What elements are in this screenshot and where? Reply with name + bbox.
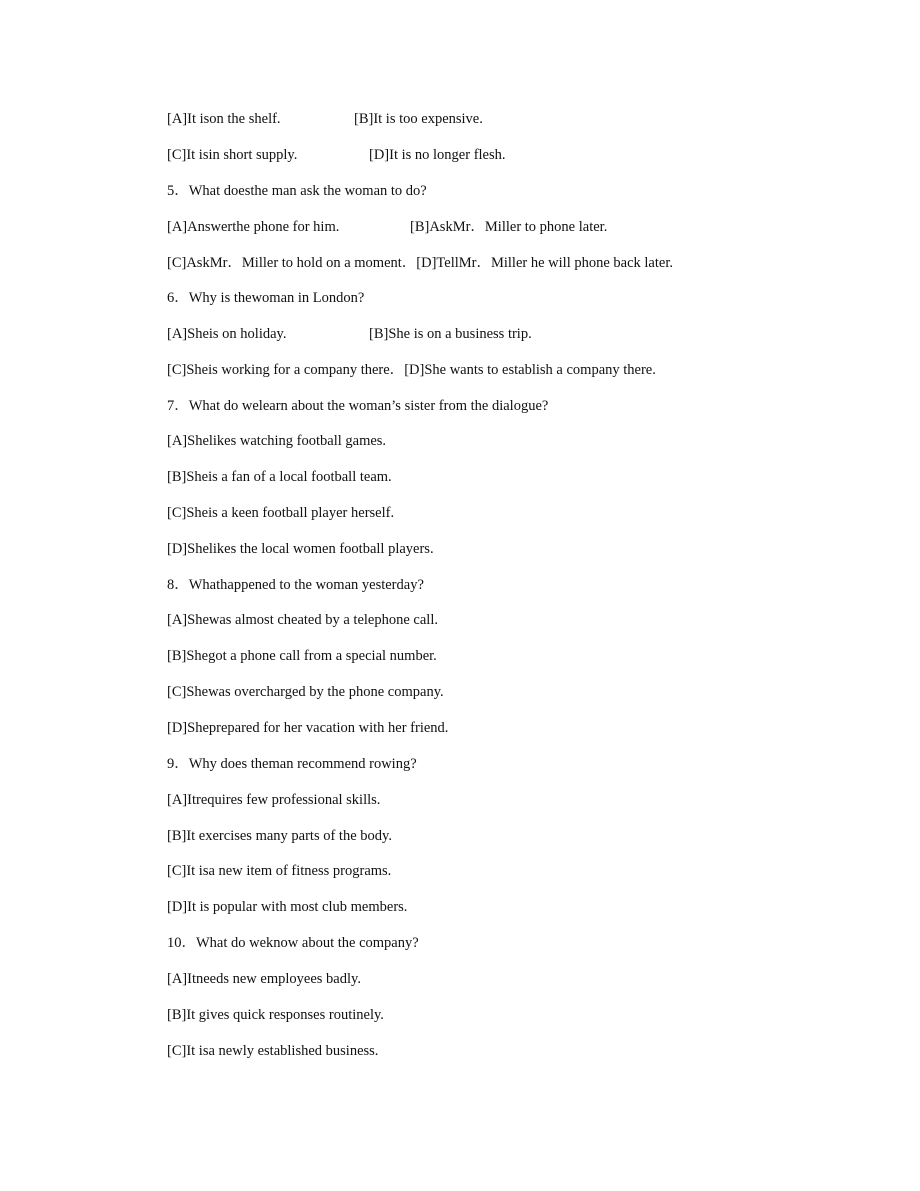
q10-option-c: [C]It isa newly established business.	[167, 1043, 379, 1059]
q6-question: 6．Why is thewoman in London?	[167, 290, 365, 306]
q8-option-c: [C]Shewas overcharged by the phone company.	[167, 684, 444, 700]
q7-option-a: [A]Shelikes watching football games.	[167, 433, 387, 449]
q6-option-c: [C]Sheis working for a company there．	[167, 362, 405, 378]
q6-options-row-2	[167, 359, 656, 381]
q9-option-c: [C]It isa new item of fitness programs.	[167, 863, 392, 879]
q5-option-c: [C]AskMr．Miller to hold on a moment．	[167, 255, 417, 271]
q6-option-d: [D]She wants to establish a company there.	[404, 362, 656, 378]
q5-question: 5．What doesthe man ask the woman to do?	[167, 183, 427, 199]
q4-options-row-1	[167, 108, 483, 130]
q6-option-a: [A]Sheis on holiday.	[167, 326, 287, 342]
q10-option-b: [B]It gives quick responses routinely.	[167, 1007, 384, 1023]
q4-option-c: [C]It isin short supply.	[167, 147, 298, 163]
q8-option-d: [D]Sheprepared for her vacation with her friend.	[167, 720, 449, 736]
q7-option-b: [B]Sheis a fan of a local football team.	[167, 469, 392, 485]
q7-option-d: [D]Shelikes the local women football players.	[167, 541, 434, 557]
q7-option-c: [C]Sheis a keen football player herself.	[167, 505, 395, 521]
q4-option-a: [A]It ison the shelf.	[167, 111, 281, 127]
q5-options-row-2	[167, 252, 673, 274]
q9-question: 9．Why does theman recommend rowing?	[167, 756, 417, 772]
q10-question: 10．What do weknow about the company?	[167, 935, 419, 951]
q4-option-d: [D]It is no longer flesh.	[369, 147, 506, 163]
q10-option-a: [A]Itneeds new employees badly.	[167, 971, 361, 987]
q9-option-b: [B]It exercises many parts of the body.	[167, 828, 392, 844]
q4-options-row-2	[167, 144, 506, 166]
q5-options-row-1	[167, 216, 608, 238]
q6-option-b: [B]She is on a business trip.	[369, 326, 532, 342]
q5-option-a: [A]Answerthe phone for him.	[167, 219, 340, 235]
q8-option-b: [B]Shegot a phone call from a special number.	[167, 648, 437, 664]
q5-option-d: [D]TellMr．Miller he will phone back later.	[416, 255, 673, 271]
q4-option-b: [B]It is too expensive.	[354, 111, 483, 127]
q9-option-a: [A]Itrequires few professional skills.	[167, 792, 381, 808]
q7-question: 7．What do welearn about the woman’s sister from the dialogue?	[167, 398, 549, 414]
q8-question: 8．Whathappened to the woman yesterday?	[167, 577, 424, 593]
q6-options-row-1	[167, 323, 532, 345]
q9-option-d: [D]It is popular with most club members.	[167, 899, 408, 915]
q5-option-b: [B]AskMr．Miller to phone later.	[410, 219, 608, 235]
q8-option-a: [A]Shewas almost cheated by a telephone call.	[167, 612, 438, 628]
